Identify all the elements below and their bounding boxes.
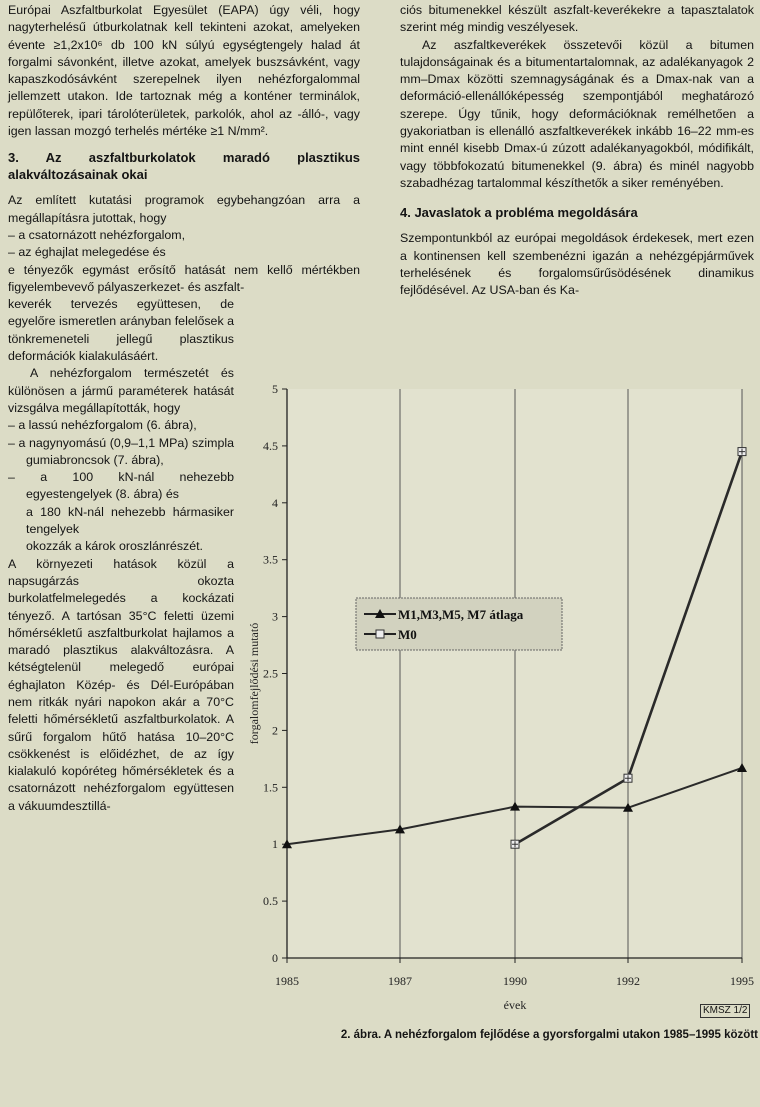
legend-label: M1,M3,M5, M7 átlaga	[398, 607, 524, 622]
section-3-heading: 3. Az aszfaltburkolatok maradó plasztikus alakváltozásainak okai	[8, 150, 360, 183]
y-tick-label: 1	[272, 837, 278, 852]
x-tick-label: 1995	[730, 974, 754, 988]
list-item: – a csatornázott nehézforgalom,	[8, 227, 186, 242]
y-tick-label: 2	[272, 723, 278, 738]
x-tick-label: 1985	[275, 974, 299, 988]
figure-stamp: KMSZ 1/2	[700, 1004, 750, 1018]
x-tick-label: 1992	[616, 974, 640, 988]
traffic-development-chart	[236, 378, 760, 1043]
section-4-heading: 4. Javaslatok a probléma megoldására	[400, 205, 638, 221]
legend-box	[356, 598, 562, 650]
y-tick-label: 2.5	[263, 666, 278, 681]
section-3-paragraph-4: A környezeti hatások közül a napsugárzás okozta burkolatfelmelegedés a kockázati tényező. A tartósan 35°C feletti üzemi hőmérsékletű aszfaltburkolat hajlamos a maradó plasztikus alakváltozásra. A kétségtelenül melegedő európai éghajlaton Közép- és Dél-Európában nem ritkák nyári napokon akár a 70°C feletti hőmérsékletű aszfaltburkolatok. A sűrű forgalom hűtő hatása 10–20°C csökkenést is előidézhet, de az így kialakuló kopóréteg hőmérsékletek és a csatornázott nehézforgalom együttesen a vákuumdesztillá-	[8, 556, 234, 813]
list-item: – a nagynyomású (0,9–1,1 MPa) szimpla gumiabroncsok (7. ábra),	[8, 435, 234, 467]
y-tick-label: 3	[272, 609, 278, 624]
y-tick-label: 0	[272, 951, 278, 965]
section-3-paragraph-3: A nehézforgalom természetét és különösen a jármű paraméterek hatását vizsgálva megállapították, hogy	[8, 366, 234, 415]
y-tick-label: 4	[272, 495, 278, 510]
section-3-paragraph-2-cont: keverék tervezés együttesen, de egyelőre ismeretlen arányban felelősek a tönkremeneteli jellegű plasztikus deformációk kialakulásáért.	[8, 297, 234, 364]
intro-paragraph: Európai Aszfaltburkolat Egyesület (EAPA) úgy véli, hogy nagyterhelésű útburkolatnak kell tekinteni azokat, amelyeken évente ≥1,2x10⁶ db 100 kN súlyú egységtengely halad át forgalmi sávonként, illetve azokat, amelyek buszsávként, vagy kapaszkodósávként szerepelnek ilyen nehézforgalommal jellemzett utakon. Ide tartoznak még a konténer terminálok, repülőterek, ipari tárolóterületek, parkolók, ahol az -álló-, vagy igen lassan mozgó terhelés mértéke ≥1 N/mm².	[8, 3, 360, 139]
section-3-paragraph-2: e tényezők egymást erősítő hatását nem kellő mértékben figyelembevevő pályaszerkezet- és aszfalt-	[8, 262, 360, 294]
right-paragraph-1: ciós bitumenekkel készült aszfalt-keverékekre a tapasztalatok szerint még mindig veszélyesek.	[400, 3, 754, 35]
legend-marker-cross	[376, 630, 384, 638]
list-subitem: okozzák a károk oroszlánrészét.	[26, 539, 203, 554]
right-column	[400, 2, 754, 299]
right-paragraph-2: Az aszfaltkeverékek összetevői közül a bitumen tulajdonságainak és a bitumentartalomnak, az adalékanyagok 2 mm–Dmax közötti szemnagyságának és a Dmax-nak van a deformáció-ellenállóképesség szempontjából meghatározó szerepe. Úgy tűnik, hogy deformációknak remélhetően a gyakoriatban is ellenálló aszfaltkeverékek inkább 16–22 mm-es mint ennél kisebb Dmax-ú zúzott adalékanyagokból, módifikált, vagy többfokozatú bitumenekkel (9. ábra) és minél nagyobb szabadhézag tartalommal készíthetők a siker reményében.	[400, 37, 754, 190]
list-subitem: a 180 kN-nál nehezebb hármasiker tengelyek	[26, 504, 234, 537]
y-axis-title: forgalomfejlődési mutató	[247, 622, 261, 745]
list-item: – az éghajlat melegedése és	[8, 245, 166, 260]
x-tick-label: 1987	[388, 974, 412, 988]
figure-caption: 2. ábra. A nehézforgalom fejlődése a gyorsforgalmi utakon 1985–1995 között	[340, 1029, 758, 1041]
section-3-paragraph-1: Az említett kutatási programok egybehangzóan arra a megállapításra jutottak, hogy	[8, 193, 360, 225]
y-tick-label: 1.5	[263, 780, 278, 795]
y-tick-label: 3.5	[263, 552, 278, 567]
y-tick-label: 0.5	[263, 894, 278, 909]
y-tick-label: 5	[272, 382, 278, 396]
x-tick-label: 1990	[503, 974, 527, 988]
y-tick-label: 4.5	[263, 438, 278, 453]
section-4-paragraph: Szempontunkból az európai megoldások érdekesek, mert ezen a kontinensen kell szembenézni igazán a nehézgépjárművek terhelésének és forgalomsűrűsödésének dinamikus fejlődésével. Az USA-ban és Ka-	[400, 231, 754, 298]
legend-label: M0	[398, 627, 417, 642]
x-axis-title: évek	[503, 998, 527, 1012]
list-item: – a 100 kN-nál nehezebb egyestengelyek (8. ábra) és	[8, 470, 234, 502]
list-item: – a lassú nehézforgalom (6. ábra),	[8, 418, 197, 433]
